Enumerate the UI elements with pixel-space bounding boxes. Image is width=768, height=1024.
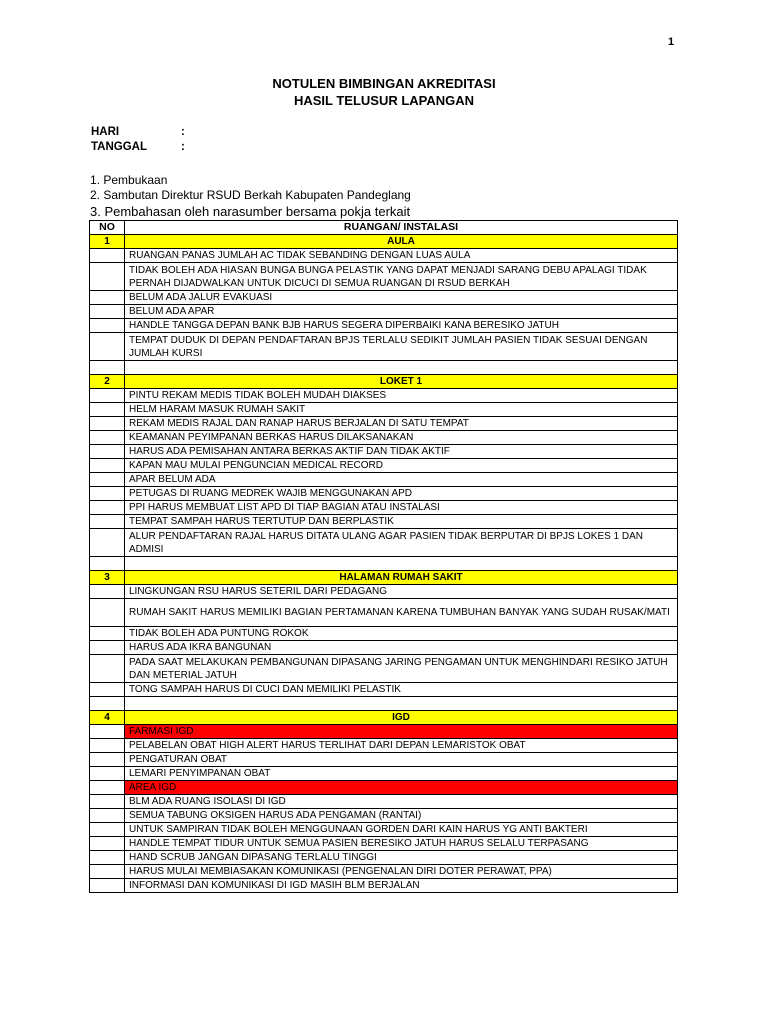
finding-text: HELM HARAM MASUK RUMAH SAKIT (125, 403, 678, 417)
hari-separator: : (181, 126, 185, 138)
section-number: 2 (90, 375, 125, 389)
agenda-item: 1. Pembukaan (90, 173, 168, 187)
finding-text: TIDAK BOLEH ADA HIASAN BUNGA BUNGA PELASTIK YANG DAPAT MENJADI SARANG DEBU APALAGI TIDAK PERNAH DIJADWALKAN UNTUK DICUCI DI SEMUA RUANGAN DI RSUD BERKAH (125, 263, 678, 291)
table-row (90, 487, 678, 501)
document-subtitle: HASIL TELUSUR LAPANGAN (293, 93, 475, 108)
table-row (90, 459, 678, 473)
finding-text: HAND SCRUB JANGAN DIPASANG TERLALU TINGGI (125, 851, 678, 865)
table-row (90, 739, 678, 753)
table-row (90, 305, 678, 319)
section-name: IGD (125, 711, 678, 725)
header-room: RUANGAN/ INSTALASI (125, 221, 678, 235)
table-row (90, 865, 678, 879)
table-header-row (90, 221, 678, 235)
subsection-name: AREA IGD (125, 781, 678, 795)
subsection-row (90, 725, 678, 739)
finding-text: HARUS ADA PEMISAHAN ANTARA BERKAS AKTIF DAN TIDAK AKTIF (125, 445, 678, 459)
table-row (90, 263, 678, 291)
finding-text: HARUS MULAI MEMBIASAKAN KOMUNIKASI (PENGENALAN DIRI DOTER PERAWAT, PPA) (125, 865, 678, 879)
finding-text: KEAMANAN PEYIMPANAN BERKAS HARUS DILAKSANAKAN (125, 431, 678, 445)
table-row (90, 809, 678, 823)
section-row (90, 375, 678, 389)
finding-text: TONG SAMPAH HARUS DI CUCI DAN MEMILIKI PELASTIK (125, 683, 678, 697)
finding-text: PPI HARUS MEMBUAT LIST APD DI TIAP BAGIAN ATAU INSTALASI (125, 501, 678, 515)
table-row (90, 515, 678, 529)
findings-table (89, 220, 678, 893)
table-row (90, 249, 678, 263)
finding-text: BELUM ADA APAR (125, 305, 678, 319)
section-name: LOKET 1 (125, 375, 678, 389)
finding-text: HARUS ADA IKRA BANGUNAN (125, 641, 678, 655)
hari-field (91, 126, 185, 138)
finding-text: TIDAK BOLEH ADA PUNTUNG ROKOK (125, 627, 678, 641)
hari-label: HARI (91, 126, 120, 138)
table-row (90, 431, 678, 445)
table-row (90, 641, 678, 655)
section-row (90, 711, 678, 725)
blank-row (90, 697, 678, 711)
finding-text: KAPAN MAU MULAI PENGUNCIAN MEDICAL RECORD (125, 459, 678, 473)
tanggal-separator: : (181, 141, 185, 153)
agenda-item: 2. Sambutan Direktur RSUD Berkah Kabupaten Pandeglang (90, 188, 411, 202)
finding-text: INFORMASI DAN KOMUNIKASI DI IGD MASIH BLM BERJALAN (125, 879, 678, 893)
table-row (90, 417, 678, 431)
finding-text: PINTU REKAM MEDIS TIDAK BOLEH MUDAH DIAKSES (125, 389, 678, 403)
table-row (90, 319, 678, 333)
table-row (90, 389, 678, 403)
tanggal-label: TANGGAL (91, 141, 148, 153)
table-row (90, 767, 678, 781)
table-row (90, 795, 678, 809)
blank-row (90, 361, 678, 375)
table-row (90, 851, 678, 865)
table-row (90, 655, 678, 683)
section-row (90, 571, 678, 585)
finding-text: RUMAH SAKIT HARUS MEMILIKI BAGIAN PERTAMANAN KARENA TUMBUHAN BANYAK YANG SUDAH RUSAK/MATI (125, 599, 678, 627)
table-row (90, 585, 678, 599)
finding-text: HANDLE TANGGA DEPAN BANK BJB HARUS SEGERA DIPERBAIKI KANA BERESIKO JATUH (125, 319, 678, 333)
finding-text: HANDLE TEMPAT TIDUR UNTUK SEMUA PASIEN BERESIKO JATUH HARUS SELALU TERPASANG (125, 837, 678, 851)
section-number: 3 (90, 571, 125, 585)
table-row (90, 501, 678, 515)
finding-text: PELABELAN OBAT HIGH ALERT HARUS TERLIHAT DARI DEPAN LEMARISTOK OBAT (125, 739, 678, 753)
table-row (90, 753, 678, 767)
table-row (90, 473, 678, 487)
finding-text: UNTUK SAMPIRAN TIDAK BOLEH MENGGUNAAN GORDEN DARI KAIN HARUS YG ANTI BAKTERI (125, 823, 678, 837)
subsection-name: FARMASI IGD (125, 725, 678, 739)
table-row (90, 529, 678, 557)
table-row (90, 837, 678, 851)
document-title: NOTULEN BIMBINGAN AKREDITASI (272, 76, 496, 91)
table-row (90, 333, 678, 361)
blank-row (90, 557, 678, 571)
finding-text: REKAM MEDIS RAJAL DAN RANAP HARUS BERJALAN DI SATU TEMPAT (125, 417, 678, 431)
table-row (90, 445, 678, 459)
finding-text: TEMPAT DUDUK DI DEPAN PENDAFTARAN BPJS TERLALU SEDIKIT JUMLAH PASIEN TIDAK SESUAI DENGAN JUMLAH KURSI (125, 333, 678, 361)
header-no: NO (90, 221, 125, 235)
table-row (90, 627, 678, 641)
finding-text: BLM ADA RUANG ISOLASI DI IGD (125, 795, 678, 809)
section-row (90, 235, 678, 249)
finding-text: LINGKUNGAN RSU HARUS SETERIL DARI PEDAGANG (125, 585, 678, 599)
section-name: HALAMAN RUMAH SAKIT (125, 571, 678, 585)
table-row (90, 291, 678, 305)
finding-text: PETUGAS DI RUANG MEDREK WAJIB MENGGUNAKAN APD (125, 487, 678, 501)
table-row (90, 879, 678, 893)
finding-text: BELUM ADA JALUR EVAKUASI (125, 291, 678, 305)
finding-text: RUANGAN PANAS JUMLAH AC TIDAK SEBANDING DENGAN LUAS AULA (125, 249, 678, 263)
table-row (90, 599, 678, 627)
finding-text: SEMUA TABUNG OKSIGEN HARUS ADA PENGAMAN (RANTAI) (125, 809, 678, 823)
table-row (90, 403, 678, 417)
finding-text: PENGATURAN OBAT (125, 753, 678, 767)
table-row (90, 683, 678, 697)
section-number: 1 (90, 235, 125, 249)
section-name: AULA (125, 235, 678, 249)
finding-text: APAR BELUM ADA (125, 473, 678, 487)
finding-text: ALUR PENDAFTARAN RAJAL HARUS DITATA ULANG AGAR PASIEN TIDAK BERPUTAR DI BPJS LOKES 1 DAN ADMISI (125, 529, 678, 557)
finding-text: PADA SAAT MELAKUKAN PEMBANGUNAN DIPASANG JARING PENGAMAN UNTUK MENGHINDARI RESIKO JATUH DAN METERIAL JATUH (125, 655, 678, 683)
section-number: 4 (90, 711, 125, 725)
finding-text: LEMARI PENYIMPANAN OBAT (125, 767, 678, 781)
finding-text: TEMPAT SAMPAH HARUS TERTUTUP DAN BERPLASTIK (125, 515, 678, 529)
subsection-row (90, 781, 678, 795)
agenda-item: 3. Pembahasan oleh narasumber bersama pokja terkait (90, 204, 411, 219)
page-number: 1 (668, 36, 675, 48)
tanggal-field (91, 141, 185, 153)
table-row (90, 823, 678, 837)
